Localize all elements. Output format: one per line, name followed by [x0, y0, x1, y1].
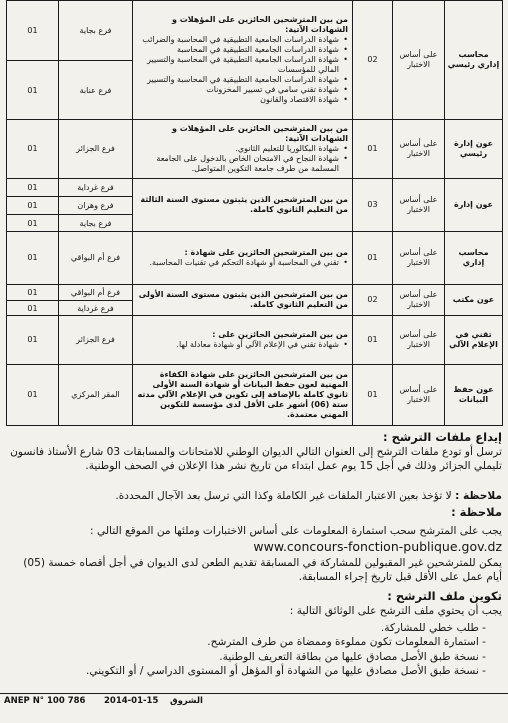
file-title: تكوين ملف الترشح :: [387, 589, 502, 603]
jobs-table: [6, 0, 503, 426]
branch-count: 01: [27, 287, 38, 297]
branch-name: فرع بجاية: [59, 214, 132, 231]
condition-item: • شهادة الاقتصاد والقانون: [137, 95, 348, 105]
footer-bar: [0, 693, 508, 709]
condition-item: • شهادة الدراسات الجامعية التطبيقية في المحاسبة والضرائب: [137, 35, 348, 45]
branches: [59, 120, 133, 179]
publication-date: 2014-01-15: [104, 696, 159, 706]
branch-count: 01: [27, 252, 38, 262]
branch-name: فرع وهران: [59, 196, 132, 213]
file-intro: يجب أن يحتوي ملف الترشح على الوثائق التالية :: [289, 605, 502, 617]
appeal-text: يمكن للمترشحين غير المقبولين للمشاركة في المسابقة تقديم الطعن لدى الديوان في أجل أقصاه خمسة (05) أيام عمل على الأقل قبل تاريخ إجراء المسابقة.: [23, 557, 502, 584]
recruitment-mode: على أساس الاختبار: [393, 1, 445, 120]
condition-item: • شهادة الدراسات الجامعية التطبيقية في المحاسبة والتسيير: [137, 75, 348, 85]
branch-name: فرع غرداية: [59, 300, 132, 315]
recruitment-mode: على أساس الاختبار: [393, 120, 445, 179]
newspaper-name: الشروق: [170, 696, 203, 706]
branch-count: 01: [27, 26, 38, 35]
branch-name: فرع بجاية: [79, 26, 112, 35]
branch-count: 01: [7, 300, 58, 315]
branches: [59, 179, 133, 232]
positions-count: 01: [353, 120, 393, 179]
branches: [59, 364, 133, 425]
branch-count: 01: [27, 334, 38, 344]
positions-count: 02: [353, 284, 393, 315]
branch-name: المقر المركزي: [71, 389, 120, 399]
branch-counts: [7, 284, 59, 315]
conditions-head: من بين المترشحين الذين يثبتون مستوى السنة الثالثة من التعليم الثانوي كاملة.: [140, 194, 348, 214]
post-name: محاسب إداري: [445, 231, 503, 284]
branch-counts: [7, 315, 59, 364]
branch-count: 01: [7, 60, 58, 119]
branch-count: 01: [27, 389, 38, 399]
branch-count: 01: [7, 196, 58, 213]
positions-count: 02: [353, 1, 393, 120]
conditions-head: من بين المترشحين الحائزين على شهادة الكفاءة المهنية لعون حفظ البيانات أو شهادة السنة الأولى ثانوي كاملة بالإضافة إلى تكوين في الإعلام الآلي مدته ستة (06) أشهر على الأقل لدى مؤسسة للتكوين المهني معتمدة.: [137, 369, 348, 419]
branches: [59, 315, 133, 364]
recruitment-mode: على أساس الاختبار: [393, 179, 445, 232]
conditions-list: [137, 340, 348, 350]
recruitment-mode: على أساس الاختبار: [393, 315, 445, 364]
table-row: [7, 284, 503, 315]
post-name: عون إدارة رئيسي: [445, 120, 503, 179]
recruitment-mode: على أساس الاختبار: [393, 231, 445, 284]
deposit-text: ترسل أو تودع ملفات الترشح إلى العنوان التالي الديوان الوطني للامتحانات والمسابقات 03 شارع الأستاذ فانسون تليملي الجزائر وذلك في أجل 15 يوم عمل ابتداء من تاريخ نشر هذا الإعلان في الصحف الوطنية.: [10, 446, 502, 473]
recruitment-mode: على أساس الاختبار: [393, 364, 445, 425]
positions-count: 01: [353, 315, 393, 364]
file-items: [16, 621, 486, 679]
branch-counts: [7, 231, 59, 284]
conditions: [133, 1, 353, 120]
condition-item: • شهادة الدراسات الجامعية التطبيقية في المحاسبة والتسيير المالي للمؤسسات: [137, 55, 348, 75]
conditions: [133, 284, 353, 315]
conditions-list: [137, 35, 348, 105]
conditions-head: من بين المترشحين الذين يثبتون مستوى السنة الأولى من التعليم الثانوي كاملة.: [138, 289, 348, 309]
positions-count: 03: [353, 179, 393, 232]
branch-name: فرع أم البواقي: [70, 287, 121, 297]
post-name: محاسب إداري رئيسي: [445, 1, 503, 120]
positions-count: 01: [353, 231, 393, 284]
document-item: - نسخة طبق الأصل مصادق عليها من الشهادة أو المؤهل أو المستوى الدراسي / أو التكويني.: [86, 665, 486, 678]
branch-name: فرع أم البواقي: [70, 252, 121, 262]
condition-item: • شهادة تقني في الإعلام الآلي أو شهادة معادلة لها.: [137, 340, 348, 350]
table-row: [7, 120, 503, 179]
positions-count: 01: [353, 364, 393, 425]
note-1: [8, 489, 502, 503]
branch-counts: [7, 1, 59, 120]
branch-name: فرع الجزائر: [76, 144, 115, 153]
branch-name: فرع غرداية: [77, 183, 114, 192]
post-name: تقني في الإعلام الآلي: [445, 315, 503, 364]
online-form-text: يجب على المترشح سحب استمارة المعلومات على أساس الاختبارات وملئها من الموقع التالي :: [90, 525, 502, 537]
conditions-head: من بين المترشحين الحائزين على المؤهلات و الشهادات الآتية:: [171, 124, 348, 143]
branch-count: 01: [27, 144, 38, 153]
conditions-list: [137, 258, 348, 268]
condition-item: • شهادة الدراسات الجامعية التطبيقية في المحاسبة: [137, 45, 348, 55]
conditions-head: من بين المترشحين الحائزين على :: [212, 329, 348, 339]
branch-counts: [7, 364, 59, 425]
document-item: - استمارة المعلومات تكون مملوءة وممضاة من طرف المترشح.: [207, 636, 486, 649]
anep-number: ANEP N° 100 786: [4, 696, 86, 706]
table-row: [7, 231, 503, 284]
document-item: - طلب خطي للمشاركة.: [380, 622, 486, 634]
conditions-head: من بين المترشحين الحائزين على شهادة :: [184, 247, 348, 257]
conditions: [133, 231, 353, 284]
branch-counts: [7, 120, 59, 179]
conditions: [133, 120, 353, 179]
document-item: - نسخة طبق الأصل مصادق عليها من بطاقة التعريف الوطنية.: [219, 650, 486, 663]
table-row: [7, 315, 503, 364]
post-name: عون إدارة: [445, 179, 503, 232]
deposit-title: إيداع ملفات الترشح :: [383, 430, 502, 444]
condition-item: • شهادة النجاح في الامتحان الخاص بالدخول على الجامعة المسلمة من طرف جامعة التكوين المتواصل.: [137, 154, 348, 174]
registration-url[interactable]: www.concours-fonction-publique.gov.dz: [253, 539, 502, 554]
branch-counts: [7, 179, 59, 232]
condition-item: • تقني في المحاسبة أو شهادة التحكم في تقنيات المحاسبة.: [137, 258, 348, 268]
condition-item: • شهادة تقني سامي في تسيير المخزونات: [137, 85, 348, 95]
table-row: [7, 364, 503, 425]
conditions-list: [137, 144, 348, 174]
branches: [59, 1, 133, 120]
branch-count: 01: [7, 214, 58, 231]
branch-name: فرع الجزائر: [76, 334, 115, 344]
conditions-head: من بين المترشحين الحائزين على المؤهلات و الشهادات الآتية:: [171, 15, 348, 34]
branches: [59, 231, 133, 284]
table-row: [7, 179, 503, 232]
post-name: عون حفظ البيانات: [445, 364, 503, 425]
branch-count: 01: [27, 183, 38, 192]
conditions: [133, 179, 353, 232]
branch-name: فرع عنابة: [59, 60, 132, 119]
post-name: عون مكتب: [445, 284, 503, 315]
table-row: [7, 1, 503, 120]
note-1-text: لا تؤخذ بعين الاعتبار الملفات غير الكاملة وكذا التي ترسل بعد الآجال المحددة.: [115, 490, 452, 502]
recruitment-mode: على أساس الاختبار: [393, 284, 445, 315]
condition-item: • شهادة البكالوريا للتعليم الثانوي.: [137, 144, 348, 154]
note-2-label: ملاحظة :: [451, 505, 502, 519]
conditions: [133, 364, 353, 425]
branches: [59, 284, 133, 315]
note-1-label: ملاحظة :: [455, 490, 502, 502]
conditions: [133, 315, 353, 364]
